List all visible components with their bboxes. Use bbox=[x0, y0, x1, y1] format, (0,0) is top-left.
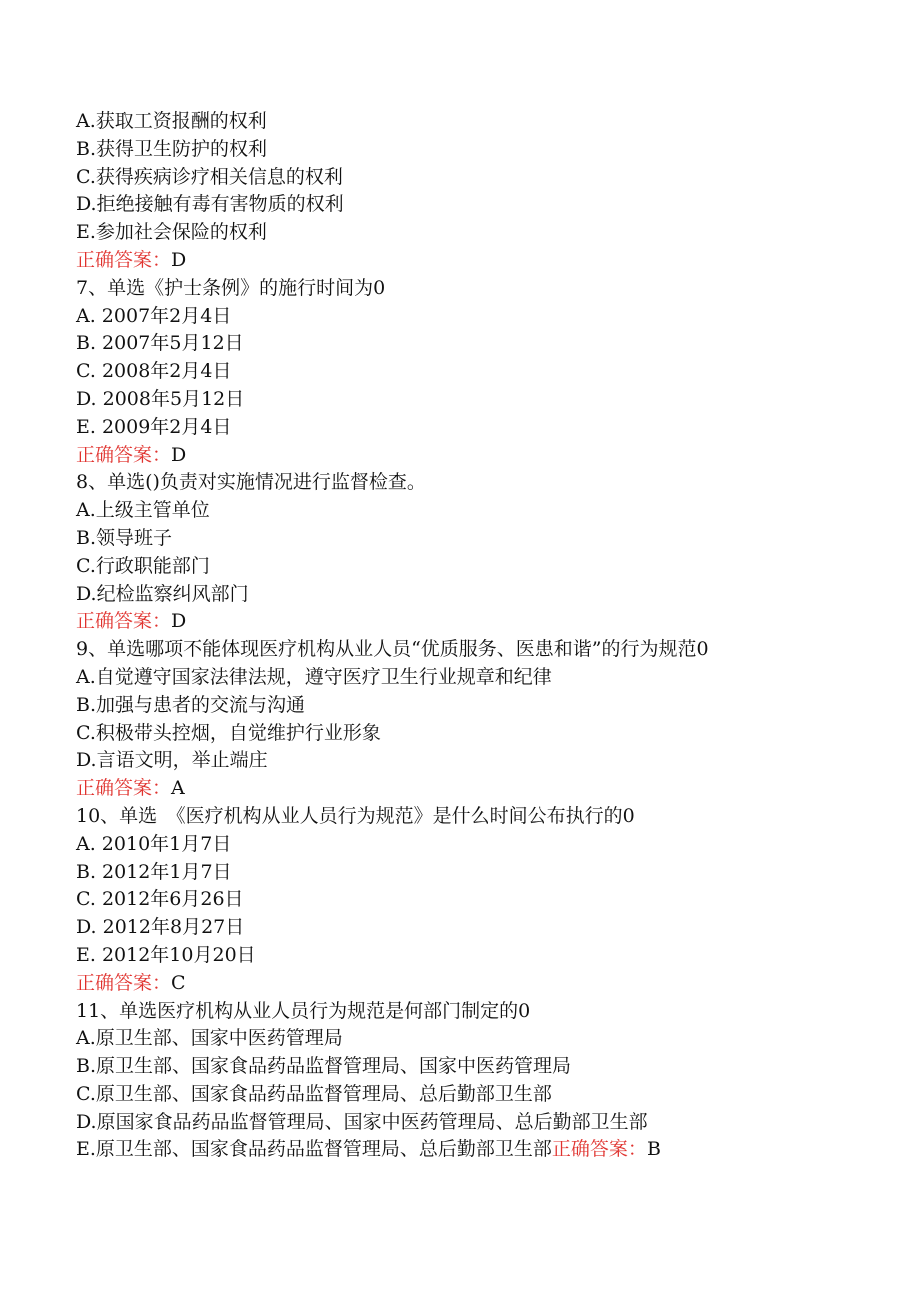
option-b: B. 2007年5月12日 bbox=[76, 332, 244, 355]
option-a: A.自觉遵守国家法律法规，遵守医疗卫生行业规章和纪律 bbox=[76, 665, 552, 688]
question-title: 11、单选医疗机构从业人员行为规范是何部门制定的0 bbox=[76, 999, 531, 1022]
answer-label: 正确答案： bbox=[76, 971, 172, 994]
option-a: A.上级主管单位 bbox=[76, 499, 210, 522]
option-c: C.获得疾病诊疗相关信息的权利 bbox=[76, 165, 343, 188]
answer-label: 正确答案： bbox=[76, 777, 172, 800]
answer-label: 正确答案： bbox=[76, 610, 172, 633]
option-b: B.原卫生部、国家食品药品监督管理局、国家中医药管理局 bbox=[76, 1055, 572, 1078]
answer-value: B bbox=[646, 1138, 661, 1161]
answer-value: A bbox=[171, 777, 185, 800]
option-c: C. 2012年6月26日 bbox=[76, 888, 244, 911]
option-a: A. 2007年2月4日 bbox=[76, 304, 232, 327]
answer-line bbox=[76, 775, 876, 803]
option-e-with-answer bbox=[76, 1136, 876, 1164]
option-b: B.领导班子 bbox=[76, 526, 173, 549]
option-a: A.获取工资报酬的权利 bbox=[76, 110, 267, 132]
option-c: C.行政职能部门 bbox=[76, 554, 210, 577]
answer-line bbox=[76, 247, 876, 275]
option-a: A. 2010年1月7日 bbox=[76, 832, 232, 855]
answer-value: D bbox=[171, 248, 187, 271]
answer-line bbox=[76, 442, 876, 470]
answer-label: 正确答案： bbox=[76, 248, 172, 271]
option-a: A.原卫生部、国家中医药管理局 bbox=[76, 1027, 343, 1050]
option-b: B.加强与患者的交流与沟通 bbox=[76, 693, 306, 716]
answer-value: D bbox=[171, 610, 187, 633]
answer-label: 正确答案： bbox=[551, 1138, 647, 1161]
option-e: E.参加社会保险的权利 bbox=[76, 221, 267, 244]
option-d: D.原国家食品药品监督管理局、国家中医药管理局、总后勤部卫生部 bbox=[76, 1110, 648, 1133]
answer-line bbox=[76, 608, 876, 636]
option-d: D. 2008年5月12日 bbox=[76, 387, 245, 410]
option-d: D. 2012年8月27日 bbox=[76, 916, 245, 939]
option-e: E.原卫生部、国家食品药品监督管理局、总后勤部卫生部 bbox=[76, 1138, 552, 1161]
option-c: C. 2008年2月4日 bbox=[76, 360, 232, 383]
document-content bbox=[76, 108, 876, 1164]
option-d: D.纪检监察纠风部门 bbox=[76, 582, 249, 605]
question-title: 7、单选《护士条例》的施行时间为0 bbox=[76, 276, 386, 299]
option-d: D.言语文明，举止端庄 bbox=[76, 749, 268, 772]
answer-label: 正确答案： bbox=[76, 443, 172, 466]
option-e: E. 2009年2月4日 bbox=[76, 415, 232, 438]
option-d: D.拒绝接触有毒有害物质的权利 bbox=[76, 193, 344, 216]
question-title: 10、单选 《医疗机构从业人员行为规范》是什么时间公布执行的0 bbox=[76, 804, 635, 827]
answer-value: D bbox=[171, 443, 187, 466]
option-b: B. 2012年1月7日 bbox=[76, 860, 232, 883]
option-c: C.原卫生部、国家食品药品监督管理局、总后勤部卫生部 bbox=[76, 1082, 552, 1105]
question-title: 8、单选()负责对实施情况进行监督检查。 bbox=[76, 471, 426, 494]
question-title: 9、单选哪项不能体现医疗机构从业人员“优质服务、医患和谐”的行为规范0 bbox=[76, 638, 709, 661]
option-c: C.积极带头控烟，自觉维护行业形象 bbox=[76, 721, 381, 744]
option-b: B.获得卫生防护的权利 bbox=[76, 137, 268, 160]
answer-line bbox=[76, 970, 876, 998]
option-e: E. 2012年10月20日 bbox=[76, 943, 256, 966]
answer-value: C bbox=[171, 971, 186, 994]
